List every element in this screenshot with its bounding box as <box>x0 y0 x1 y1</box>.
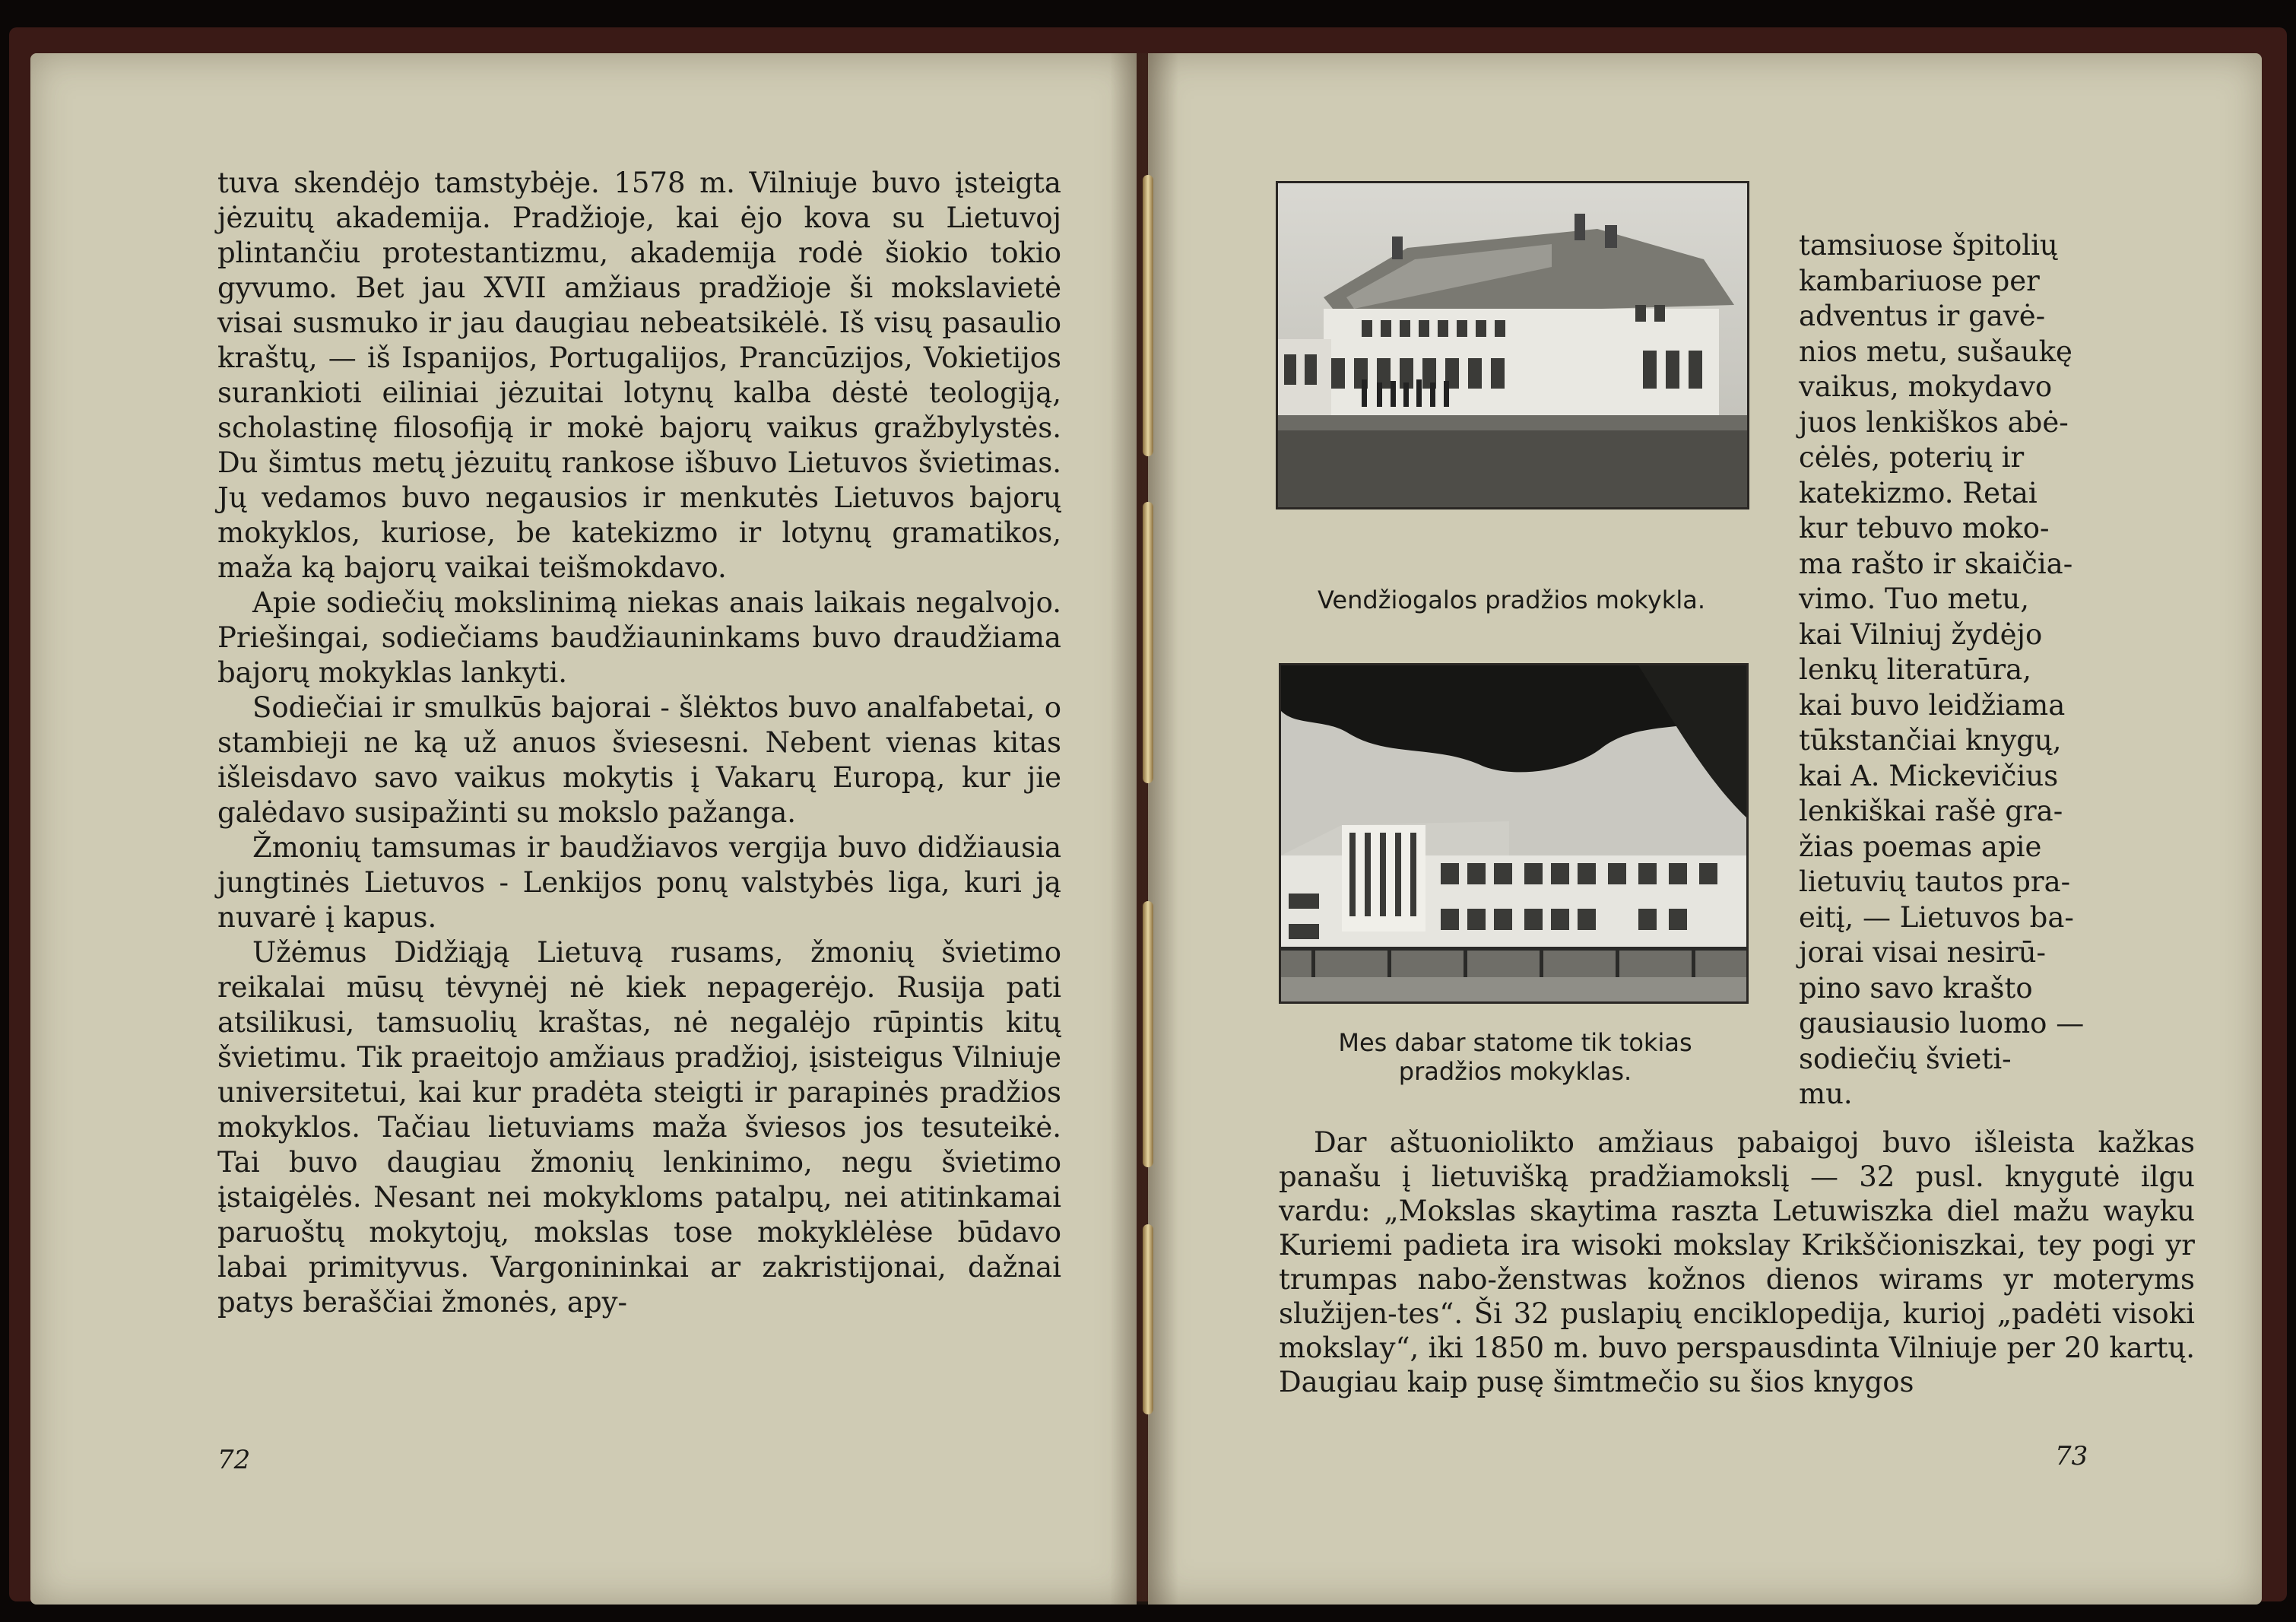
binding-stitch <box>1143 502 1153 783</box>
paragraph: Apie sodiečių mokslinimą niekas anais laikais negalvojo. Priešingai, sodiečiams baudžiauninkams buvo draudžiama bajorų mokyklas lankyti. <box>217 586 1061 689</box>
photo1-caption: Vendžiogalos pradžios mokykla. <box>1318 586 1705 614</box>
page-number: 72 <box>217 1445 251 1475</box>
column-line: kur tebuvo moko- <box>1799 512 2050 544</box>
column-line: sodiečių švieti- <box>1799 1042 2012 1075</box>
modern-school-image <box>1281 665 1746 1001</box>
left-page <box>30 53 1137 1605</box>
binding-stitch <box>1143 175 1153 456</box>
column-line: eitį, — Lietuvos ba- <box>1799 900 2074 934</box>
school-photo-vendziogala <box>1276 181 1749 509</box>
column-line: cėlės, poterių ir <box>1799 441 2025 474</box>
column-line: lenkų literatūra, <box>1799 653 2031 686</box>
left-page-text <box>217 166 1061 1320</box>
column-line: kai Vilniuj žydėjo <box>1799 617 2043 651</box>
right-bottom-paragraph <box>1279 1125 2195 1399</box>
binding-stitch <box>1143 901 1153 1167</box>
column-line: kambariuose per <box>1799 264 2040 297</box>
photo2-caption: Mes dabar statome tik tokias pradžios mokyklas. <box>1338 1028 1692 1086</box>
column-line: jorai visai nesirū- <box>1799 936 2047 969</box>
column-line: nios metu, sušaukę <box>1799 335 2072 368</box>
page-number: 73 <box>2055 1441 2088 1471</box>
column-line: vaikus, mokydavo <box>1799 370 2053 403</box>
column-line: kai buvo leidžiama <box>1799 688 2066 722</box>
paragraph: tuva skendėjo tamstybėje. 1578 m. Vilniuje buvo įsteigta jėzuitų akademija. Pradžioje, kai ėjo kova su Lietuvoj plintančiu protestantizmu, akademija rodė šiokio tokio gyvumo. Bet jau XVII amžiaus pradžioje ši mokslavietė visai susmuko ir jau daugiau nebeatsikėlė. Iš visų pasaulio kraštų, — iš Ispanijos, Portugalijos, Prancūzijos, Vokietijos surankioti eiliniai jėzuitai lotynų kalba dėstė teologiją, scholastinę filosofiją ir mokė bajorų vaikus gražbylystės. Du šimtus metų jėzuitų rankose išbuvo Lietuvos švietimas. Jų vedamos buvo negausios ir menkutės Lietuvos bajorų mokyklos, kuriose, be katekizmo ir lotynų gramatikos, maža ką bajorų vaikai teišmokdavo. <box>217 167 1061 584</box>
column-line: mu. <box>1799 1078 1853 1110</box>
column-line: katekizmo. Retai <box>1799 476 2038 509</box>
column-line: gausiausio luomo — <box>1799 1007 2085 1040</box>
paragraph: Užėmus Didžiąją Lietuvą rusams, žmonių švietimo reikalai mūsų tėvynėj nė kiek nepagerėjo. Rusija pati atsilikusi, tamsuolių kraštas, nė negalėjo rūpintis kitų švietimu. Tik praeitojo amžiaus pradžioj, įsisteigus Vilniuje universitetui, kai kur pradėta steigti ir parapinės pradžios mokyklos. Tačiau lietuviams maža šviesos jos tesuteikė. Tai buvo daugiau žmonių lenkinimo, negu švietimo įstaigėlės. Nesant nei mokykloms patalpų, nei atitinkamai paruoštų mokytojų, mokslas tose mokyklėlėse būdavo labai primityvus. Vargonininkai ar zakristijonai, dažnai patys beraščiai žmonės, apy- <box>217 936 1061 1319</box>
paragraph: Sodiečiai ir smulkūs bajorai - šlėktos buvo analfabetai, o stambieji ne ką už anuos šviesesni. Nebent vienas kitas išleisdavo savo vaikus mokytis į Vakarų Europą, kur jie galėdavo susipažinti su mokslo pažanga. <box>217 691 1061 829</box>
paragraph: Žmonių tamsumas ir baudžiavos vergija buvo didžiausia jungtinės Lietuvos - Lenkijos ponų valstybės liga, kuri ją nuvarė į kapus. <box>217 831 1061 934</box>
column-line: ma rašto ir skaičia- <box>1799 547 2073 580</box>
column-line: pino savo krašto <box>1799 971 2033 1005</box>
paragraph: Dar aštuonioliktо amžiaus pabaigoj buvo išleista kažkas panašu į lietuvišką pradžiamokslį — 32 pusl. knygutė ilgu vardu: „Mokslas skaytima raszta Letuwiszka diel mažu wayku Kuriemi padieta ira wisoki mokslay Krikščioniszkai, tey pogi yr trumpas nabo-ženstwas kožnos dienos wirams yr moteryms služijen-tes“. Ši 32 puslapių enciklopedija, kurioj „padėti visoki mokslay“, iki 1850 m. buvo perspausdinta Vilniuje per 20 kartų. Daugiau kaip pusę šimtmečio su šios knygos <box>1279 1126 2195 1398</box>
column-line: lenkiškai rašė gra- <box>1799 795 2063 827</box>
column-line: lietuvių tautos pra- <box>1799 865 2071 898</box>
column-line: vimo. Tuo metu, <box>1799 582 2029 615</box>
right-column-text <box>1799 228 2194 1113</box>
column-line: kai A. Mickevičius <box>1799 759 2059 792</box>
right-page <box>1148 53 2262 1605</box>
school-photo-modern <box>1279 663 1749 1004</box>
binding-stitch <box>1143 1224 1153 1414</box>
column-line: žias poemas apie <box>1799 830 2042 863</box>
column-line: tamsiuose špitolių <box>1799 229 2058 262</box>
school-building-image <box>1278 183 1747 507</box>
column-line: adventus ir gavė- <box>1799 300 2046 332</box>
column-line: juos lenkiškos abė- <box>1799 405 2069 439</box>
column-line: tūkstančiai knygų, <box>1799 724 2062 757</box>
